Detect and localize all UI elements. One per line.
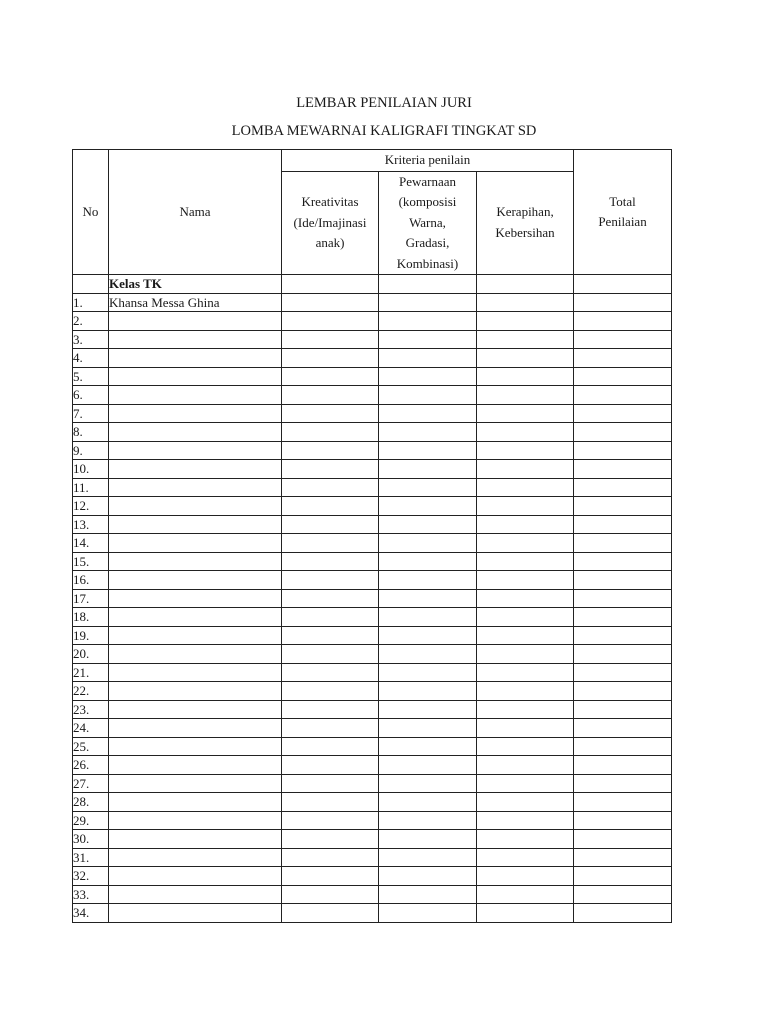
score-pewarnaan[interactable] [379,534,477,553]
score-kerapihan[interactable] [477,830,574,849]
score-kerapihan[interactable] [477,719,574,738]
participant-name[interactable] [109,312,282,331]
participant-name[interactable] [109,478,282,497]
score-kerapihan[interactable] [477,904,574,923]
header-line: (Ide/Imajinasi [293,214,367,230]
score-pewarnaan[interactable] [379,460,477,479]
table-row [73,293,672,312]
header-line: Total [609,193,636,209]
header-line: Gradasi, [405,235,450,250]
score-total[interactable] [574,423,672,442]
row-number: 32. [73,867,109,886]
score-pewarnaan[interactable] [379,349,477,368]
score-kreativitas[interactable] [282,478,379,497]
score-kerapihan[interactable] [477,404,574,423]
table-row [73,460,672,479]
score-cell[interactable] [574,275,672,294]
table-row [73,552,672,571]
score-kerapihan[interactable] [477,423,574,442]
table-row [73,515,672,534]
score-pewarnaan[interactable] [379,885,477,904]
score-kerapihan[interactable] [477,515,574,534]
score-kreativitas[interactable] [282,349,379,368]
score-total[interactable] [574,904,672,923]
header-line: Pewarnaan [398,173,457,189]
row-number: 14. [73,534,109,553]
score-total[interactable] [574,552,672,571]
row-number: 33. [73,885,109,904]
score-total[interactable] [574,719,672,738]
score-pewarnaan[interactable] [379,626,477,645]
table-row [73,478,672,497]
score-total[interactable] [574,793,672,812]
score-kerapihan[interactable] [477,386,574,405]
table-row [73,737,672,756]
score-total[interactable] [574,497,672,516]
table-row [73,404,672,423]
score-total[interactable] [574,626,672,645]
score-kerapihan[interactable] [477,885,574,904]
row-number: 7. [73,404,109,423]
row-number: 2. [73,312,109,331]
header-line: Kreativitas [301,194,359,209]
participant-name[interactable] [109,404,282,423]
score-total[interactable] [574,774,672,793]
table-row [73,700,672,719]
score-total[interactable] [574,404,672,423]
score-kreativitas[interactable] [282,460,379,479]
table-row [73,534,672,553]
row-number: 5. [73,367,109,386]
participant-name[interactable] [109,367,282,386]
participant-name[interactable] [109,349,282,368]
participant-name[interactable] [109,700,282,719]
score-pewarnaan[interactable] [379,478,477,497]
row-number: 22. [73,682,109,701]
participant-name[interactable] [109,663,282,682]
table-row [73,571,672,590]
score-cell[interactable] [282,275,379,294]
score-kreativitas[interactable] [282,793,379,812]
participant-name[interactable] [109,608,282,627]
score-kreativitas[interactable] [282,293,379,312]
participant-name[interactable] [109,626,282,645]
score-kerapihan[interactable] [477,349,574,368]
score-kreativitas[interactable] [282,404,379,423]
row-number: 31. [73,848,109,867]
table-row [73,663,672,682]
participant-name[interactable] [109,682,282,701]
participant-name[interactable] [109,848,282,867]
section-label: Kelas TK [109,275,282,294]
score-kerapihan[interactable] [477,534,574,553]
score-total[interactable] [574,682,672,701]
participant-name[interactable] [109,497,282,516]
score-total[interactable] [574,460,672,479]
scoring-table [72,149,672,923]
score-kreativitas[interactable] [282,830,379,849]
row-number: 19. [73,626,109,645]
score-pewarnaan[interactable] [379,330,477,349]
row-number: 21. [73,663,109,682]
table-row [73,904,672,923]
participant-name[interactable] [109,552,282,571]
score-pewarnaan[interactable] [379,719,477,738]
score-pewarnaan[interactable] [379,737,477,756]
score-kreativitas[interactable] [282,552,379,571]
header-kerapihan [477,171,574,275]
score-pewarnaan[interactable] [379,663,477,682]
table-row [73,349,672,368]
score-kreativitas[interactable] [282,904,379,923]
score-kreativitas[interactable] [282,848,379,867]
table-row [73,885,672,904]
table-row [73,589,672,608]
score-total[interactable] [574,848,672,867]
row-number: 3. [73,330,109,349]
table-row [73,367,672,386]
score-kerapihan[interactable] [477,367,574,386]
participant-name[interactable] [109,719,282,738]
score-kreativitas[interactable] [282,330,379,349]
score-kreativitas[interactable] [282,571,379,590]
row-number: 15. [73,552,109,571]
row-number: 29. [73,811,109,830]
score-kreativitas[interactable] [282,719,379,738]
header-line: Warna, [409,214,446,230]
header-kreativitas [282,171,379,275]
table-row [73,793,672,812]
header-line: Kerapihan, [496,204,554,220]
header-line: Kebersihan [495,224,555,240]
score-pewarnaan[interactable] [379,700,477,719]
score-kreativitas[interactable] [282,867,379,886]
row-number: 24. [73,719,109,738]
score-cell[interactable] [477,275,574,294]
section-row [73,275,672,294]
header-line: Kombinasi) [396,255,459,271]
score-pewarnaan[interactable] [379,293,477,312]
table-row [73,867,672,886]
participant-name[interactable] [109,571,282,590]
score-pewarnaan[interactable] [379,386,477,405]
table-row [73,386,672,405]
row-number: 17. [73,589,109,608]
score-kreativitas[interactable] [282,885,379,904]
score-total[interactable] [574,386,672,405]
score-kerapihan[interactable] [477,811,574,830]
score-kerapihan[interactable] [477,552,574,571]
score-total[interactable] [574,645,672,664]
participant-name[interactable] [109,589,282,608]
row-number: 11. [73,478,109,497]
score-kerapihan[interactable] [477,478,574,497]
score-kreativitas[interactable] [282,423,379,442]
table-row [73,645,672,664]
score-kerapihan[interactable] [477,571,574,590]
participant-name[interactable] [109,904,282,923]
score-kreativitas[interactable] [282,589,379,608]
score-total[interactable] [574,811,672,830]
score-total[interactable] [574,349,672,368]
row-number: 9. [73,441,109,460]
row-number: 1. [73,293,109,312]
score-kerapihan[interactable] [477,793,574,812]
table-row [73,312,672,331]
score-kerapihan[interactable] [477,848,574,867]
header-line: Penilaian [598,214,647,229]
score-kreativitas[interactable] [282,386,379,405]
participant-name[interactable] [109,460,282,479]
score-total[interactable] [574,478,672,497]
table-row [73,626,672,645]
row-number: 27. [73,774,109,793]
header-total [574,150,672,275]
score-kreativitas[interactable] [282,756,379,775]
participant-name[interactable] [109,811,282,830]
score-kerapihan[interactable] [477,330,574,349]
row-number: 16. [73,571,109,590]
score-total[interactable] [574,663,672,682]
score-total[interactable] [574,312,672,331]
score-kerapihan[interactable] [477,756,574,775]
header-line: anak) [315,235,345,250]
score-pewarnaan[interactable] [379,571,477,590]
row-number: 4. [73,349,109,368]
table-row [73,848,672,867]
score-kreativitas[interactable] [282,497,379,516]
table-row [73,497,672,516]
score-kerapihan[interactable] [477,441,574,460]
score-kreativitas[interactable] [282,367,379,386]
row-number: 34. [73,904,109,923]
score-kreativitas[interactable] [282,608,379,627]
score-kreativitas[interactable] [282,441,379,460]
score-total[interactable] [574,737,672,756]
score-kerapihan[interactable] [477,700,574,719]
participant-name[interactable] [109,330,282,349]
score-kerapihan[interactable] [477,645,574,664]
score-pewarnaan[interactable] [379,756,477,775]
table-row [73,756,672,775]
table-row [73,423,672,442]
participant-name[interactable] [109,534,282,553]
score-kerapihan[interactable] [477,663,574,682]
score-pewarnaan[interactable] [379,515,477,534]
score-pewarnaan[interactable] [379,774,477,793]
participant-name[interactable] [109,793,282,812]
score-pewarnaan[interactable] [379,552,477,571]
score-pewarnaan[interactable] [379,811,477,830]
participant-name[interactable] [109,386,282,405]
score-pewarnaan[interactable] [379,423,477,442]
score-kerapihan[interactable] [477,737,574,756]
participant-name[interactable]: Khansa Messa Ghina [109,293,282,312]
score-kreativitas[interactable] [282,645,379,664]
score-total[interactable] [574,534,672,553]
row-number: 13. [73,515,109,534]
score-kerapihan[interactable] [477,589,574,608]
score-total[interactable] [574,756,672,775]
score-total[interactable] [574,830,672,849]
header-pewarnaan [379,171,477,275]
score-total[interactable] [574,885,672,904]
row-number: 6. [73,386,109,405]
document-subtitle: LOMBA MEWARNAI KALIGRAFI TINGKAT SD [231,123,537,139]
score-pewarnaan[interactable] [379,848,477,867]
score-kerapihan[interactable] [477,626,574,645]
row-number: 18. [73,608,109,627]
table-row [73,608,672,627]
score-pewarnaan[interactable] [379,367,477,386]
score-kerapihan[interactable] [477,293,574,312]
score-kerapihan[interactable] [477,312,574,331]
score-pewarnaan[interactable] [379,404,477,423]
score-kerapihan[interactable] [477,460,574,479]
row-number: 28. [73,793,109,812]
participant-name[interactable] [109,867,282,886]
row-number: 30. [73,830,109,849]
score-kreativitas[interactable] [282,626,379,645]
score-pewarnaan[interactable] [379,682,477,701]
table-row [73,441,672,460]
row-number: 26. [73,756,109,775]
score-kreativitas[interactable] [282,312,379,331]
score-kreativitas[interactable] [282,682,379,701]
row-number: 8. [73,423,109,442]
table-row [73,719,672,738]
score-total[interactable] [574,367,672,386]
row-number: 25. [73,737,109,756]
score-pewarnaan[interactable] [379,497,477,516]
score-kreativitas[interactable] [282,774,379,793]
score-kreativitas[interactable] [282,534,379,553]
score-pewarnaan[interactable] [379,645,477,664]
score-total[interactable] [574,867,672,886]
participant-name[interactable] [109,885,282,904]
score-kerapihan[interactable] [477,682,574,701]
score-kreativitas[interactable] [282,663,379,682]
header-nama: Nama [109,150,282,275]
table-row [73,330,672,349]
section-no-cell [73,275,109,294]
table-row [73,774,672,793]
row-number: 12. [73,497,109,516]
score-total[interactable] [574,515,672,534]
table-row [73,830,672,849]
score-pewarnaan[interactable] [379,830,477,849]
score-pewarnaan[interactable] [379,608,477,627]
header-line: (komposisi [398,194,457,209]
table-row [73,811,672,830]
score-cell[interactable] [379,275,477,294]
score-pewarnaan[interactable] [379,904,477,923]
score-total[interactable] [574,700,672,719]
row-number: 10. [73,460,109,479]
score-kerapihan[interactable] [477,608,574,627]
score-kreativitas[interactable] [282,515,379,534]
score-total[interactable] [574,293,672,312]
row-number: 23. [73,700,109,719]
score-total[interactable] [574,330,672,349]
participant-name[interactable] [109,645,282,664]
score-pewarnaan[interactable] [379,793,477,812]
document-title: LEMBAR PENILAIAN JURI [296,95,472,111]
score-pewarnaan[interactable] [379,589,477,608]
score-pewarnaan[interactable] [379,441,477,460]
score-total[interactable] [574,589,672,608]
participant-name[interactable] [109,515,282,534]
score-total[interactable] [574,441,672,460]
row-number: 20. [73,645,109,664]
participant-name[interactable] [109,441,282,460]
score-pewarnaan[interactable] [379,867,477,886]
participant-name[interactable] [109,830,282,849]
score-kreativitas[interactable] [282,700,379,719]
participant-name[interactable] [109,756,282,775]
table-row [73,682,672,701]
participant-name[interactable] [109,737,282,756]
score-kreativitas[interactable] [282,811,379,830]
score-pewarnaan[interactable] [379,312,477,331]
participant-name[interactable] [109,423,282,442]
score-kerapihan[interactable] [477,867,574,886]
participant-name[interactable] [109,774,282,793]
score-total[interactable] [574,608,672,627]
score-total[interactable] [574,571,672,590]
header-kriteria: Kriteria penilain [282,150,574,172]
score-kerapihan[interactable] [477,774,574,793]
score-kerapihan[interactable] [477,497,574,516]
header-no: No [73,150,109,275]
score-kreativitas[interactable] [282,737,379,756]
